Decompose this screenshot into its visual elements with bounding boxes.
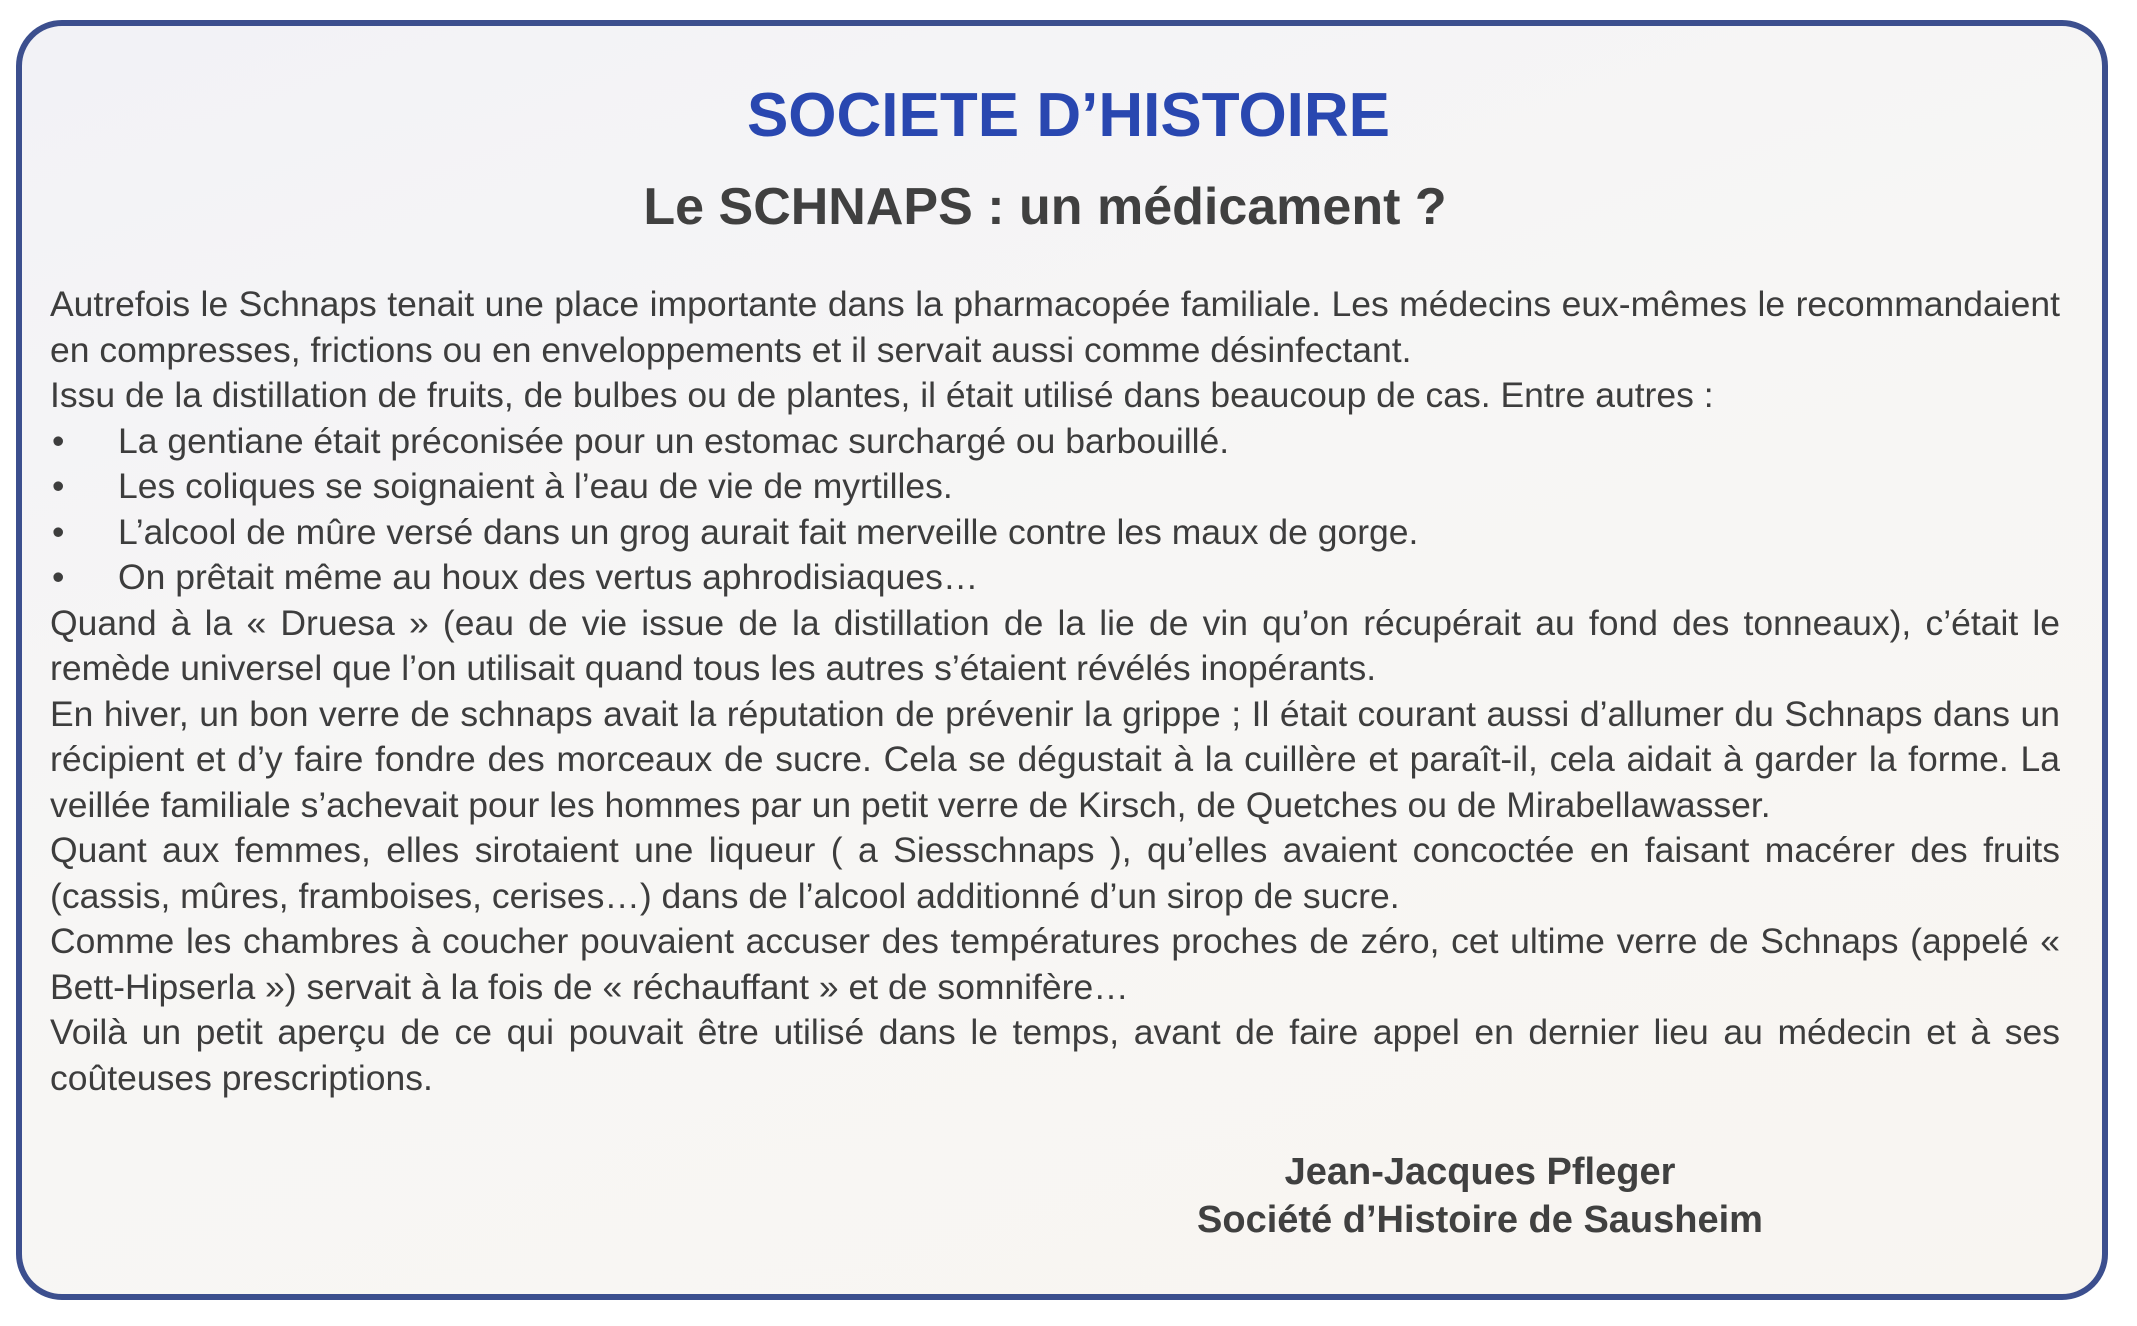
signature-block	[1130, 1148, 1830, 1244]
bullet-icon: •	[52, 420, 65, 461]
list-item	[50, 419, 2060, 465]
women-paragraph: Quant aux femmes, elles sirotaient une liqueur ( a Siesschnaps ), qu’elles avaient concoctée en faisant macérer des fruits (cassis, mûres, framboises, cerises…) dans de l’alcool additionné d’un sirop de sucre.	[50, 830, 2060, 916]
page-title: SOCIETE D’HISTOIRE	[746, 81, 1391, 150]
remedies-list	[50, 419, 2060, 601]
winter-paragraph: En hiver, un bon verre de schnaps avait la réputation de prévenir la grippe ; Il était courant aussi d’allumer du Schnaps dans un récipient et d’y faire fondre des morceaux de sucre. Cela se dégustait à la cuillère et paraît-il, cela aidait à garder la forme. La veillée familiale s’achevait pour les hommes par un petit verre de Kirsch, de Quetches ou de Mirabellawasser.	[50, 693, 2060, 825]
list-item	[50, 510, 2060, 556]
author-name: Jean-Jacques Pfleger	[1284, 1151, 1676, 1193]
bullet-icon: •	[52, 511, 65, 552]
list-intro-paragraph: Issu de la distillation de fruits, de bulbes ou de plantes, il était utilisé dans beaucoup de cas. Entre autres :	[50, 375, 1714, 415]
bullet-icon: •	[52, 466, 65, 506]
list-item-text: On prêtait même au houx des vertus aphrodisiaques…	[118, 557, 979, 597]
list-item-text: L’alcool de mûre versé dans un grog aurait fait merveille contre les maux de gorge.	[118, 511, 1419, 552]
druesa-paragraph: Quand à la « Druesa » (eau de vie issue de la distillation de la lie de vin qu’on récupérait au fond des tonneaux), c’était le remède universel que l’on utilisait quand tous les autres s’étaient révélés inopérants.	[50, 602, 2060, 688]
intro-paragraph: Autrefois le Schnaps tenait une place importante dans la pharmacopée familiale. Les médecins eux-mêmes le recommandaient en compresses, frictions ou en enveloppements et il servait aussi comme désinfectant.	[50, 284, 2060, 370]
bedroom-paragraph: Comme les chambres à coucher pouvaient accuser des températures proches de zéro, cet ultime verre de Schnaps (appelé « Bett-Hipserla ») servait à la fois de « réchauffant » et de somnifère…	[50, 921, 2060, 1007]
list-item-text: Les coliques se soignaient à l’eau de vie de myrtilles.	[118, 466, 953, 506]
article-subtitle: Le SCHNAPS : un médicament ?	[643, 178, 1447, 236]
article-body	[50, 282, 2060, 1101]
list-item-text: La gentiane était préconisée pour un estomac surchargé ou barbouillé.	[118, 420, 1230, 461]
list-item	[50, 555, 2060, 601]
author-organization: Société d’Histoire de Sausheim	[1197, 1199, 1763, 1241]
bullet-icon: •	[52, 557, 65, 597]
conclusion-paragraph: Voilà un petit aperçu de ce qui pouvait être utilisé dans le temps, avant de faire appel en dernier lieu au médecin et à ses coûteuses prescriptions.	[50, 1012, 2060, 1098]
list-item	[50, 464, 2060, 510]
